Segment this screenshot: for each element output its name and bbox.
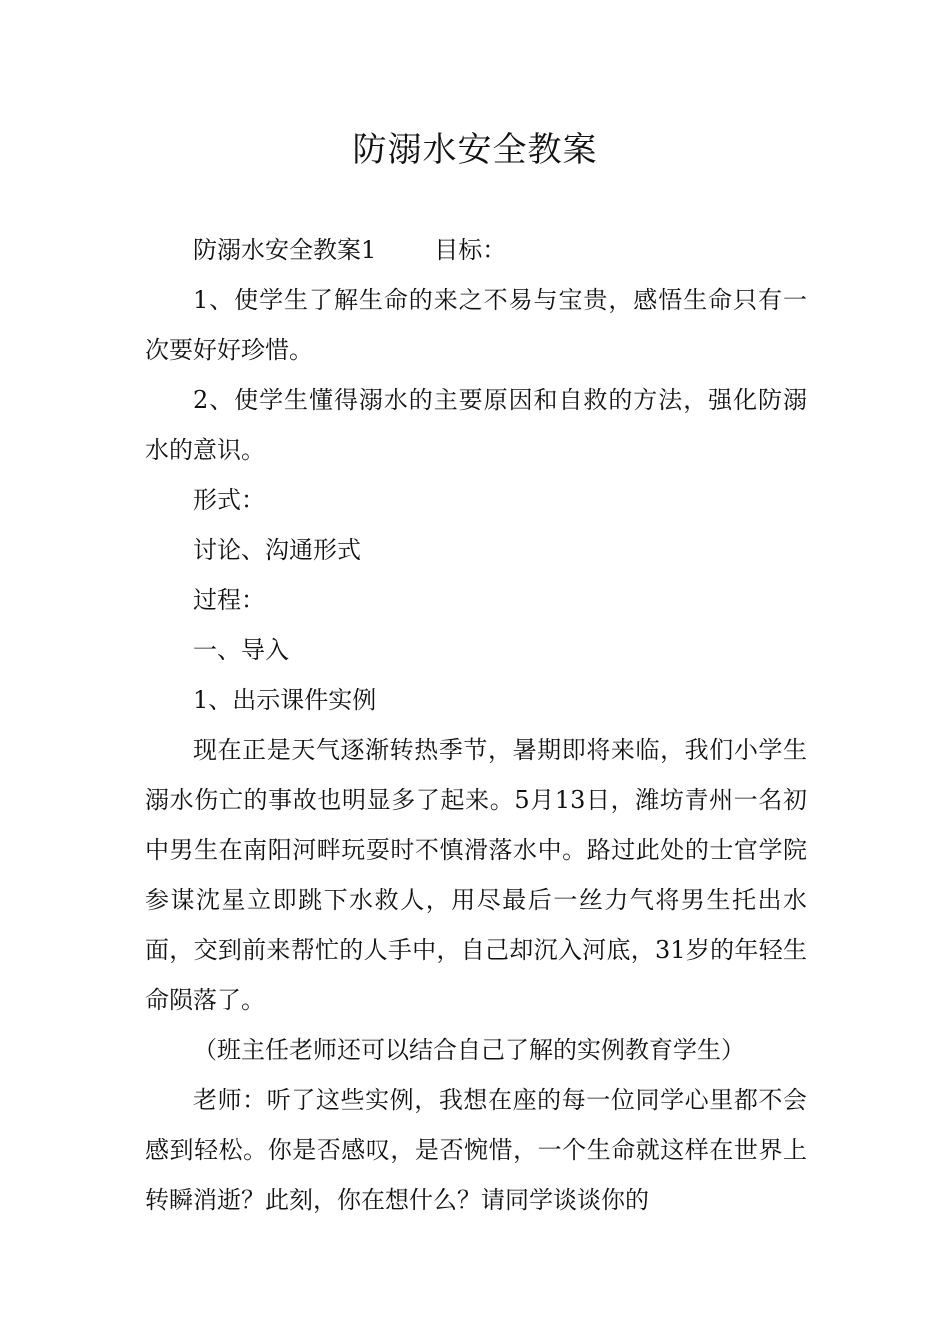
paragraph: 一、导入 — [193, 636, 289, 664]
paragraph: 现在正是天气逐渐转热季节，暑期即将来临，我们小学生溺水伤亡的事故也明显多了起来。5月13日，潍坊青州一名初中男生在南阳河畔玩耍时不慎滑落水中。路过此处的士官学院参谋沈星立即跳下水救人，用尽最后一丝力气将男生托出水面，交到前来帮忙的人手中，自己却沉入河底，31岁的年轻生命陨落了。 — [145, 736, 807, 1014]
paragraph: 过程： — [193, 586, 265, 614]
document-title: 防溺水安全教案 — [352, 130, 598, 170]
paragraph: 老师：听了这些实例，我想在座的每一位同学心里都不会感到轻松。你是否感叹，是否惋惜，一个生命就这样在世界上转瞬消逝？此刻，你在想什么？请同学谈谈你的 — [145, 1086, 807, 1214]
heading-line — [145, 225, 807, 275]
paragraph: 2、使学生懂得溺水的主要原因和自救的方法，强化防溺水的意识。 — [145, 386, 807, 464]
paragraph: 讨论、沟通形式 — [193, 536, 361, 564]
lesson-label: 防溺水安全教案1 — [193, 236, 377, 264]
paragraph: 形式： — [193, 486, 265, 514]
document-body — [145, 225, 807, 1225]
goal-label: 目标： — [434, 236, 507, 264]
paragraph: （班主任老师还可以结合自己了解的实例教育学生） — [193, 1036, 745, 1064]
paragraph: 1、使学生了解生命的来之不易与宝贵，感悟生命只有一次要好好珍惜。 — [145, 286, 807, 364]
paragraph: 1、出示课件实例 — [193, 686, 377, 714]
